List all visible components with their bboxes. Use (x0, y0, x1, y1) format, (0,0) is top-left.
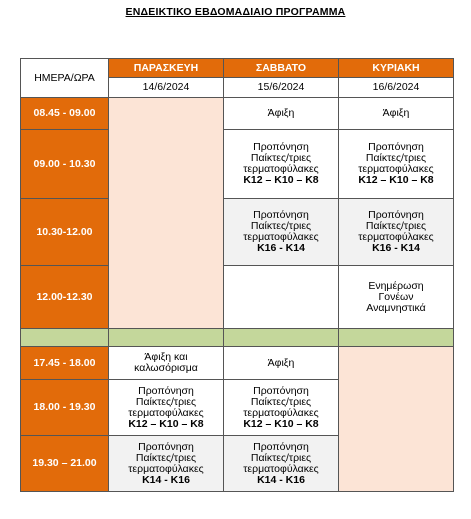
sat-0900-cell (224, 130, 339, 199)
time-slot: 19.30 – 21.00 (21, 436, 109, 492)
cell-line: Προπόνηση (138, 440, 194, 453)
friday-morning-empty (109, 98, 224, 329)
fri-1800-cell (109, 380, 224, 436)
cell-line: Γονέων (378, 290, 414, 303)
cell-groups: Κ12 – Κ10 – Κ8 (243, 174, 319, 186)
day-header-friday: ΠΑΡΑΣΚΕΥΗ (109, 59, 224, 78)
separator-cell (339, 329, 454, 347)
sun-0845-cell: Άφιξη (339, 98, 454, 130)
cell-line: Παίκτες/τριες (365, 152, 427, 164)
cell-groups: Κ16 - Κ14 (372, 242, 420, 254)
cell-line: Αναμνηστικά (366, 301, 426, 314)
cell-line: Παίκτες/τριες (250, 220, 312, 232)
cell-groups: Κ12 – Κ10 – Κ8 (358, 174, 434, 186)
cell-line: Παίκτες/τριες (250, 451, 312, 464)
row-1030 (21, 199, 454, 266)
corner-label: ΗΜΕΡΑ/ΩΡΑ (21, 59, 109, 98)
cell-line: τερματοφύλακες (243, 163, 319, 175)
cell-line: Παίκτες/τριες (365, 220, 427, 232)
time-slot: 10.30-12.00 (21, 199, 109, 266)
sun-1030-cell (339, 199, 454, 266)
sat-1030-cell (224, 199, 339, 266)
cell-line: τερματοφύλακες (358, 163, 434, 175)
date-friday: 14/6/2024 (109, 78, 224, 98)
time-slot: 12.00-12.30 (21, 266, 109, 329)
cell-line: Προπόνηση (368, 141, 424, 153)
row-0900 (21, 130, 454, 199)
schedule-table (20, 58, 454, 492)
cell-line: καλωσόρισμα (134, 362, 198, 374)
day-header-saturday: ΣΑΒΒΑΤΟ (224, 59, 339, 78)
cell-line: Άφιξη και (144, 351, 188, 363)
cell-line: Προπόνηση (368, 209, 424, 221)
cell-line: Προπόνηση (253, 209, 309, 221)
cell-line: τερματοφύλακες (358, 231, 434, 243)
date-sunday: 16/6/2024 (339, 78, 454, 98)
sun-0900-cell (339, 130, 454, 199)
fri-1745-cell (109, 347, 224, 380)
time-slot: 17.45 - 18.00 (21, 347, 109, 380)
cell-groups: Κ12 – Κ10 – Κ8 (128, 417, 204, 430)
cell-groups: Κ14 - Κ16 (142, 473, 190, 486)
separator-cell (21, 329, 109, 347)
sat-1930-cell (224, 436, 339, 492)
cell-line: τερματοφύλακες (128, 406, 204, 419)
date-saturday: 15/6/2024 (224, 78, 339, 98)
row-1745 (21, 347, 454, 380)
cell-line: Παίκτες/τριες (250, 395, 312, 408)
sun-1200-cell (339, 266, 454, 329)
sat-1800-cell (224, 380, 339, 436)
separator-row (21, 329, 454, 347)
cell-groups: Κ12 – Κ10 – Κ8 (243, 417, 319, 430)
cell-line: Παίκτες/τριες (135, 451, 197, 464)
day-header-sunday: ΚΥΡΙΑΚΗ (339, 59, 454, 78)
separator-cell (109, 329, 224, 347)
cell-line: τερματοφύλακες (243, 231, 319, 243)
sat-1745-cell: Άφιξη (224, 347, 339, 380)
cell-line: τερματοφύλακες (243, 462, 319, 475)
cell-groups: Κ14 - Κ16 (257, 473, 305, 486)
cell-groups: Κ16 - Κ14 (257, 242, 305, 254)
time-slot: 09.00 - 10.30 (21, 130, 109, 199)
document-title: ΕΝΔΕΙΚΤΙΚΟ ΕΒΔΟΜΑΔΙΑΙΟ ΠΡΟΓΡΑΜΜΑ (125, 6, 346, 18)
sat-1200-empty (224, 266, 339, 329)
cell-line: τερματοφύλακες (128, 462, 204, 475)
cell-line: Προπόνηση (253, 440, 309, 453)
fri-1930-cell (109, 436, 224, 492)
time-slot: 08.45 - 09.00 (21, 98, 109, 130)
cell-line: Προπόνηση (253, 384, 309, 397)
cell-line: Παίκτες/τριες (135, 395, 197, 408)
cell-line: Ενημέρωση (368, 279, 424, 292)
cell-line: Προπόνηση (138, 384, 194, 397)
cell-line: Προπόνηση (253, 141, 309, 153)
sunday-evening-empty (339, 347, 454, 492)
separator-cell (224, 329, 339, 347)
row-0845 (21, 98, 454, 130)
sat-0845-cell: Άφιξη (224, 98, 339, 130)
header-row-days (21, 59, 454, 78)
row-1200 (21, 266, 454, 329)
cell-line: Παίκτες/τριες (250, 152, 312, 164)
time-slot: 18.00 - 19.30 (21, 380, 109, 436)
cell-line: τερματοφύλακες (243, 406, 319, 419)
